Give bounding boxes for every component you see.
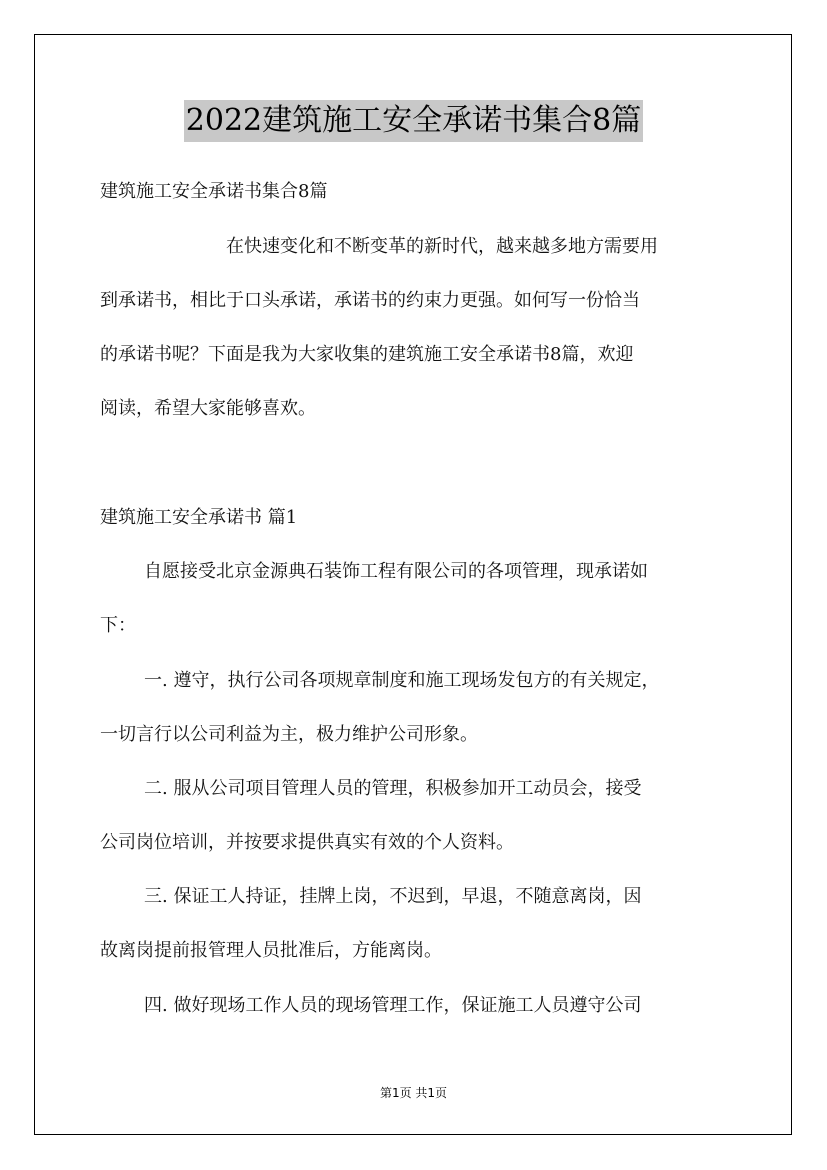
title-container	[0, 100, 827, 142]
body-line-9: 四. 做好现场工作人员的现场管理工作，保证施工人员遵守公司	[144, 995, 642, 1016]
document-title: 2022建筑施工安全承诺书集合8篇	[184, 100, 643, 142]
body-line-3: 一. 遵守，执行公司各项规章制度和施工现场发包方的有关规定，	[144, 670, 660, 691]
section-heading: 建筑施工安全承诺书 篇1	[100, 507, 298, 528]
intro-line-3: 的承诺书呢？下面是我为大家收集的建筑施工安全承诺书8篇，欢迎	[100, 344, 634, 365]
page-footer: 第1页 共1页	[379, 1086, 448, 1100]
intro-line-1: 在快速变化和不断变革的新时代，越来越多地方需要用	[226, 236, 658, 257]
body-line-8: 故离岗提前报管理人员批准后，方能离岗。	[100, 940, 442, 961]
intro-line-4: 阅读，希望大家能够喜欢。	[100, 398, 316, 419]
intro-line-2: 到承诺书，相比于口头承诺，承诺书的约束力更强。如何写一份恰当	[100, 290, 640, 311]
body-line-5: 二. 服从公司项目管理人员的管理，积极参加开工动员会，接受	[144, 778, 642, 799]
body-line-6: 公司岗位培训，并按要求提供真实有效的个人资料。	[100, 832, 514, 853]
body-line-7: 三. 保证工人持证，挂牌上岗，不迟到，早退，不随意离岗，因	[144, 886, 642, 907]
body-line-2: 下：	[100, 615, 136, 636]
body-line-4: 一切言行以公司利益为主，极力维护公司形象。	[100, 724, 478, 745]
body-line-1: 自愿接受北京金源典石装饰工程有限公司的各项管理，现承诺如	[144, 561, 648, 582]
document-subtitle: 建筑施工安全承诺书集合8篇	[100, 181, 328, 202]
